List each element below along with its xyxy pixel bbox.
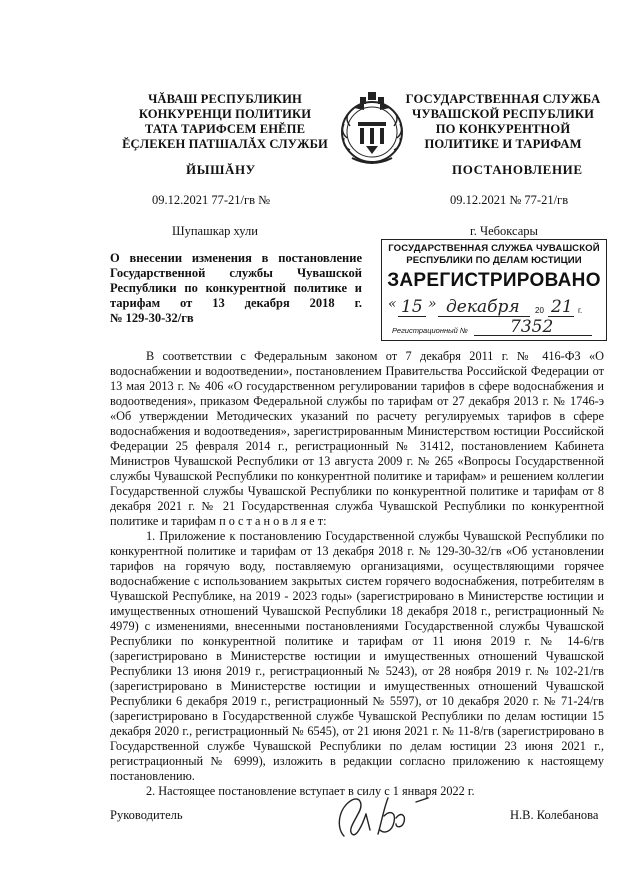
preamble-paragraph: В соответствии с Федеральным законом от 7 декабря 2011 г. № 416-ФЗ «О водоснабжении и водоотведении», постановлением Правительства Российской Федерации от 13 мая 2013 г. № 406 «О государственном регулировании тарифов в сфере водоснабжения и водоотведения», приказом Федеральной службы по тарифам от 27 декабря 2013 г. № 1746-э «Об утверждении Методических указаний по расчету регулируемых тарифов в сфере водоснабжения и водоотведения», зарегистрированным Министерством юстиции Российской Федерации 25 февраля 2014 г., регистрационный № 31412, постановлением Кабинета Министров Чувашской Республики от 13 августа 2009 г. № 265 «Вопросы Государственной службы Чувашской Республики по конкурентной политике и тарифам» и решением коллегии Государственной службы Чувашской Республики по конкурентной политике и тарифам от 8 декабря 2021 г. № 21 Государственная служба Чувашской Республики по конкурентной политике и тарифам п о с т а н о в л я е т: bbox=[110, 349, 604, 528]
signer-name: Н.В. Колебанова bbox=[510, 808, 599, 822]
doc-date-number-chuvash: 09.12.2021 77-21/гв № bbox=[152, 193, 271, 207]
handwritten-signature bbox=[330, 790, 440, 842]
document-subject bbox=[110, 251, 362, 326]
header-left-line: ТАТА ТАРИФСЕМ ЕНĔПЕ bbox=[144, 122, 306, 136]
stamp-reg-label: Регистрационный № bbox=[392, 326, 468, 335]
subject-line: тарифам от 13 декабря 2018 г. bbox=[110, 296, 362, 310]
header-right-line: ГОСУДАРСТВЕННАЯ СЛУЖБА bbox=[405, 92, 601, 106]
stamp-org-line: ГОСУДАРСТВЕННАЯ СЛУЖБА ЧУВАШСКОЙ bbox=[388, 243, 600, 254]
doc-type-russian: ПОСТАНОВЛЕНИЕ bbox=[452, 162, 583, 177]
header-chuvash-org-name bbox=[110, 92, 340, 152]
subject-line: Республики по конкурентной политике и bbox=[110, 281, 362, 295]
subject-line: № 129-30-32/гв bbox=[110, 311, 194, 325]
doc-date-number-russian: 09.12.2021 № 77-21/гв bbox=[450, 193, 569, 207]
header-left-line: ЧĂВАШ РЕСПУБЛИКИН bbox=[148, 92, 302, 106]
city-chuvash: Шупашкар хули bbox=[172, 224, 258, 238]
stamp-year-prefix: 20 bbox=[535, 306, 544, 315]
stamp-reg-number: 7352 bbox=[510, 317, 554, 337]
subject-line: О внесении изменения в постановление bbox=[110, 251, 362, 265]
item-1-paragraph: 1. Приложение к постановлению Государственной службы Чувашской Республики по конкурентной политике и тарифам от 13 декабря 2018 г. № 129-30-32/гв «Об установлении тарифов на горячую воду, поставляемую организациями, осуществляющими горячее водоснабжение с использованием закрытых систем горячего водоснабжения, потребителям в Чувашской Республике, на 2019 - 2023 годы» (зарегистрировано в Министерстве юстиции и имущественных отношений Чувашской Республики 18 декабря 2018 г., регистрационный № 4979) с изменениями, внесенными постановлениями Государственной службы Чувашской Республики по конкурентной политике и тарифам от 11 июня 2019 г. № 14-6/гв (зарегистрировано в Министерстве юстиции и имущественных отношений Чувашской Республики 13 июня 2019 г., регистрационный № 5243), от 28 ноября 2019 г. № 102-21/гв (зарегистрировано в Министерстве юстиции и имущественных отношений Чувашской Республики 6 декабря 2019 г., регистрационный № 5597), от 10 декабря 2020 г. № 71-24/гв (зарегистрировано в Государственной службе Чувашской Республики по делам юстиции 15 декабря 2020 г., регистрационный № 6545), от 21 июня 2021 г. № 11-8/гв (зарегистрировано в Государственной службе Чувашской Республики по делам юстиции 23 июня 2021 г., регистрационный № 6999), изложить в редакции согласно приложению к настоящему постановлению. bbox=[110, 529, 604, 783]
registration-stamp bbox=[381, 239, 607, 341]
document-body bbox=[110, 349, 604, 799]
city-russian: г. Чебоксары bbox=[470, 224, 538, 238]
signer-role: Руководитель bbox=[110, 808, 183, 822]
stamp-registered-label: ЗАРЕГИСТРИРОВАНО bbox=[387, 270, 601, 291]
stamp-year-unit: г. bbox=[578, 306, 583, 315]
header-right-line: ПОЛИТИКЕ И ТАРИФАМ bbox=[424, 137, 582, 151]
header-left-line: КОНКУРЕНЦИ ПОЛИТИКИ bbox=[138, 107, 312, 121]
stamp-day: 15 bbox=[401, 297, 423, 317]
header-left-line: ĔҪЛЕКЕН ПАТШАЛĂХ СЛУЖБИ bbox=[122, 137, 328, 151]
item-2-paragraph: 2. Настоящее постановление вступает в силу с 1 января 2022 г. bbox=[146, 784, 475, 798]
stamp-year-suffix: 21 bbox=[551, 297, 573, 317]
subject-line: Государственной службы Чувашской bbox=[110, 266, 362, 280]
header-right-line: ПО КОНКУРЕНТНОЙ bbox=[435, 122, 571, 136]
stamp-month: декабря bbox=[446, 297, 520, 317]
stamp-org-line: РЕСПУБЛИКИ ПО ДЕЛАМ ЮСТИЦИИ bbox=[406, 255, 582, 266]
stamp-date-row: « 15 » декабря 20 21 г. bbox=[388, 296, 583, 317]
header-right-line: ЧУВАШСКОЙ РЕСПУБЛИКИ bbox=[411, 107, 594, 121]
stamp-organization bbox=[382, 243, 606, 267]
header-russian-org-name bbox=[402, 92, 604, 152]
stamp-registration-row bbox=[388, 317, 600, 338]
doc-type-chuvash: ЙЫШĂНУ bbox=[186, 162, 256, 177]
